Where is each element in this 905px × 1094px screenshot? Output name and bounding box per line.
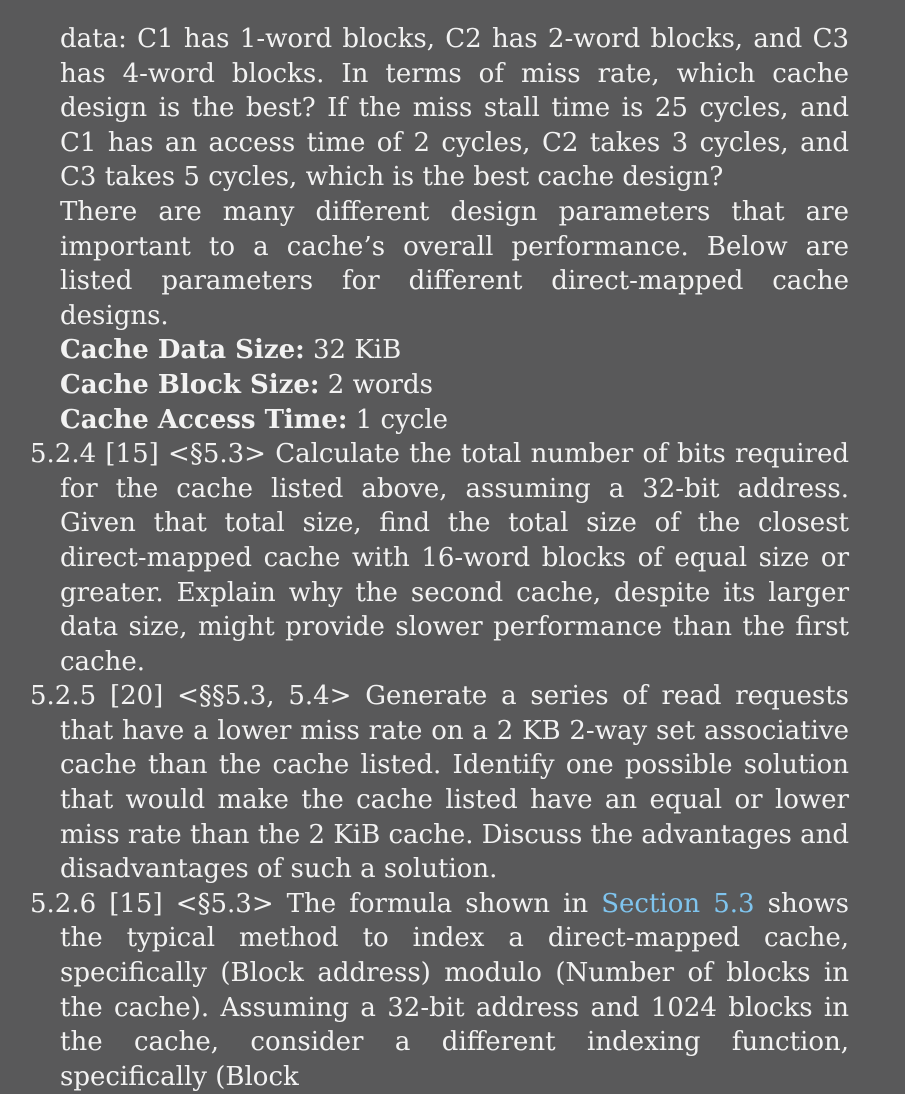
- param-value: 32 KiB: [304, 335, 402, 366]
- param-value: 2 words: [319, 369, 433, 400]
- param-cache-data-size: [0, 333, 905, 368]
- param-label: Cache Access Time:: [60, 404, 348, 435]
- exercise-text: 5.2.6 [15] <§5.3> The formula shown in: [30, 888, 602, 919]
- param-value: 1 cycle: [347, 404, 449, 435]
- param-label: Cache Data Size:: [60, 335, 305, 366]
- intro-paragraph: data: C1 has 1-word blocks, C2 has 2-word blocks, and C3 has 4-word blocks. In terms of miss rate, which cache design is the best? If the miss stall time is 25 cycles, and C1 has an access time of 2 cycles, C2 takes 3 cycles, and C3 takes 5 cycles, which is the best cache design?: [60, 24, 849, 193]
- exercise-5-2-5: 5.2.5 [20] <§§5.3, 5.4> Generate a series of read requests that have a lower miss rate on a 2 KB 2-way set associative cache than the cache listed. Identify one possible solution that would make the cache listed have an equal or lower miss rate than the 2 KiB cache. Discuss the advantages and disadvantages of such a solution.: [30, 681, 849, 885]
- exercise-5-2-6: [0, 887, 905, 1094]
- param-cache-access-time: [0, 403, 905, 438]
- exercise-5-2-4: 5.2.4 [15] <§5.3> Calculate the total number of bits required for the cache listed above, assuming a 32-bit address. Given that total size, find the total size of the closest direct-mapped cache with 16-word blocks of equal size or greater. Explain why the second cache, despite its larger data size, might provide slower performance than the first cache.: [30, 439, 849, 677]
- design-parameters-paragraph: There are many different design parameters that are important to a cache’s overall performance. Below are listed parameters for different direct-mapped cache designs.: [60, 196, 849, 331]
- section-5-3-link[interactable]: Section 5.3: [601, 888, 755, 919]
- document-page: [0, 22, 905, 1094]
- exercise-text: shows the typical method to index a direct-mapped cache, specifically (Block address) modulo (Number of blocks in the cache). Assuming a 32-bit address and 1024 blocks in the cache, consider a different indexing function, specifically (Block: [60, 888, 849, 1092]
- param-cache-block-size: [0, 368, 905, 403]
- param-label: Cache Block Size:: [60, 369, 320, 400]
